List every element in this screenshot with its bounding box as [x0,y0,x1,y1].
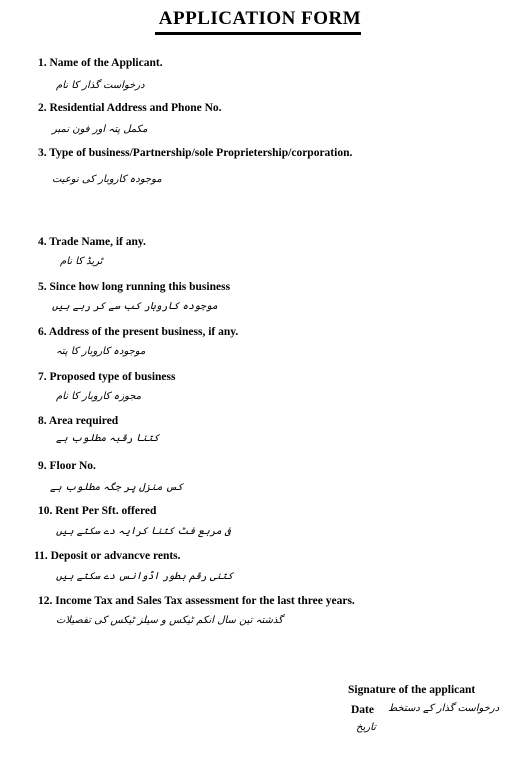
item-number: 9. [38,460,47,472]
item-number: 10. [38,505,53,517]
item-number: 2. [38,102,47,114]
item-label: Deposit or advancve rents. [50,550,181,562]
item-urdu-label: کس منزل پر جگہ مطلوب ہے [50,482,184,493]
item-number: 8. [38,415,47,427]
title-underline [155,32,361,35]
item-urdu-label: کتنا رقبہ مطلوب ہے [56,433,160,444]
item-number: 3. [38,147,47,159]
item-number: 5. [38,281,47,293]
item-label: Floor No. [49,460,96,472]
item-label: Type of business/Partnership/sole Proprietership/corporation. [49,147,353,159]
form-title: APPLICATION FORM [158,8,362,29]
signature-urdu-label: درخواست گذار کے دستخط [388,703,500,714]
item-urdu-label: فی مربع فٹ کتنا کرایہ دے سکتے ہیں [56,526,231,537]
item-number: 7. [38,371,47,383]
signature-label: Signature of the applicant [348,684,476,696]
item-number: 6. [38,326,47,338]
item-number: 11. [34,550,48,562]
item-urdu-label: موجودہ کاروبار کب سے کر رہے ہیں [52,301,218,312]
item-label: Trade Name, if any. [49,236,146,248]
item-urdu-label: موجودہ کاروبار کی نوعیت [52,174,162,185]
item-number: 1. [38,57,47,69]
item-label: Address of the present business, if any. [48,326,239,338]
item-urdu-label: کتنی رقم بطور اڈوانس دے سکتے ہیں [56,571,234,582]
item-label: Proposed type of business [49,371,176,383]
item-label: Name of the Applicant. [49,57,163,69]
item-label: Rent Per Sft. offered [55,505,157,517]
item-urdu-label: درخواست گذار کا نام [56,80,145,91]
item-urdu-label: گذشتہ تین سال انکم ٹیکس و سیلز ٹیکس کی تفصیلات [56,615,283,626]
item-label: Area required [48,415,119,427]
date-urdu-label: تاریخ [356,722,376,733]
item-number: 4. [38,236,47,248]
item-urdu-label: ٹریڈ کا نام [60,256,103,267]
item-number: 12. [38,595,53,607]
date-label: Date [351,704,374,716]
item-urdu-label: مجوزہ کاروبار کا نام [56,391,142,402]
item-urdu-label: موجودہ کاروبار کا پتہ [56,346,146,357]
item-label: Residential Address and Phone No. [49,102,222,114]
item-urdu-label: مکمل پتہ اور فون نمبر [52,124,148,135]
item-label: Income Tax and Sales Tax assessment for the last three years. [55,595,355,607]
item-label: Since how long running this business [49,281,231,293]
